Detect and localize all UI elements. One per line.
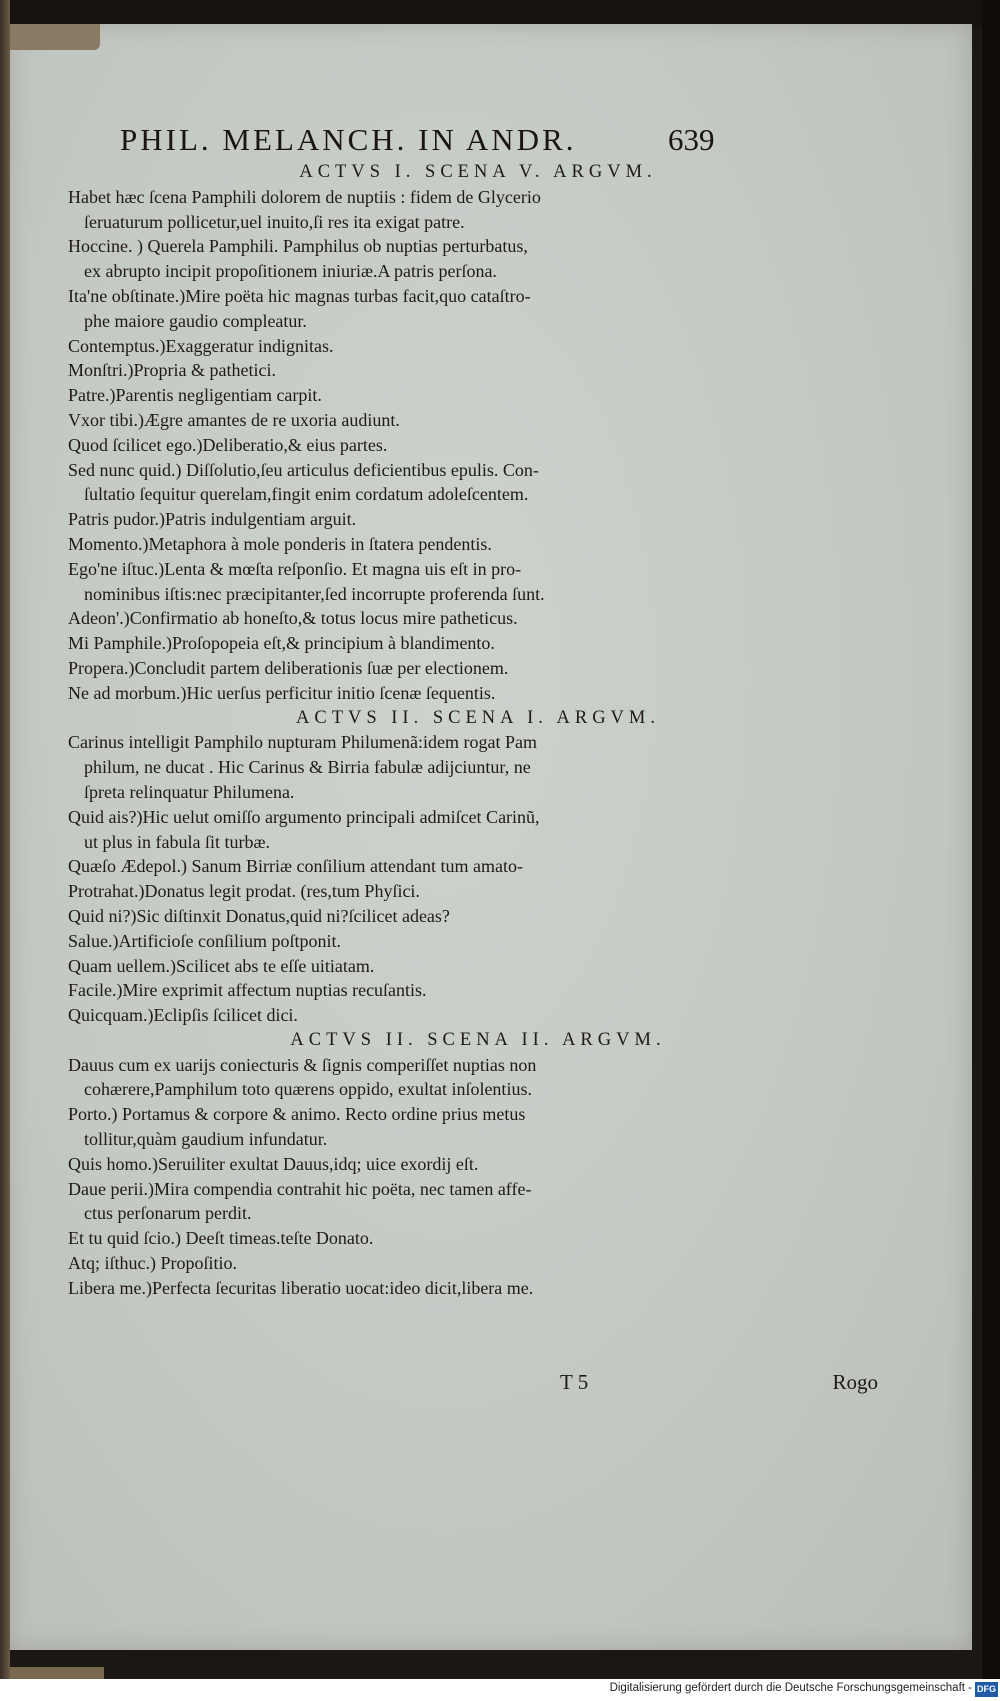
text-line: Quis homo.)Seruiliter exultat Dauus,idq; uice exordij eſt. (68, 1153, 479, 1174)
text-line: Adeon'.)Confirmatio ab honeſto,& totus locus mire patheticus. (68, 608, 518, 629)
text-line: tollitur,quàm gaudium infundatur. (84, 1129, 328, 1150)
text-line: Ego'ne iſtuc.)Lenta & mœſta reſponſio. Et magna uis eſt in pro- (68, 558, 522, 579)
text-line: Quid ni?)Sic diſtinxit Donatus,quid ni?ſcilicet adeas? (68, 905, 450, 926)
text-line: Sed nunc quid.) Diſſolutio,ſeu articulus deficientibus epulis. Con- (68, 459, 539, 480)
text-line: Ita'ne obſtinate.)Mire poëta hic magnas turbas facit,quo cataſtro- (68, 285, 531, 306)
section-heading: ACTVS II. SCENA II. ARGVM. (290, 1029, 666, 1050)
text-line: ctus perſonarum perdit. (84, 1203, 252, 1224)
text-line: Hoccine. ) Querela Pamphili. Pamphilus ob nuptias perturbatus, (68, 236, 528, 257)
dfg-logo: DFG (975, 1682, 998, 1697)
page-corner-tab (8, 24, 100, 50)
text-line: Mi Pamphile.)Proſopopeia eſt,& principium à blandimento. (68, 633, 495, 654)
commentary-entry (68, 383, 888, 408)
commentary-entry (68, 507, 888, 532)
text-line: cohærere,Pamphilum toto quærens oppido, exultat inſolentius. (84, 1079, 532, 1100)
scan-right-edge (982, 0, 1000, 1701)
text-line: Protrahat.)Donatus legit prodat. (res,tum Phyſici. (68, 881, 420, 902)
commentary-entry (68, 978, 888, 1003)
commentary-entry (68, 532, 888, 557)
commentary-entry (68, 656, 888, 681)
text-line: ſultatio ſequitur querelam,fingit enim cordatum adoleſcentem. (84, 484, 529, 505)
text-line: Momento.)Metaphora à mole ponderis in ſtatera pendentis. (68, 533, 492, 554)
text-line: Carinus intelligit Pamphilo nupturam Philumenã:idem rogat Pam (68, 732, 537, 753)
section-heading: ACTVS II. SCENA I. ARGVM. (296, 707, 660, 728)
text-line: ſeruaturum pollicetur,uel inuito,ſi res ita exigat patre. (84, 211, 465, 232)
commentary-entry (68, 1152, 888, 1177)
text-line: Quam uellem.)Scilicet abs te eſſe uitiatam. (68, 955, 375, 976)
commentary-entry (68, 358, 888, 383)
commentary-entry (68, 1102, 888, 1152)
commentary-entry (68, 458, 888, 508)
commentary-entry (68, 606, 888, 631)
commentary-entry (68, 408, 888, 433)
commentary-text (68, 160, 888, 1301)
commentary-entry (68, 879, 888, 904)
text-line: Propera.)Concludit partem deliberationis ſuæ per electionem. (68, 657, 509, 678)
text-line: phe maiore gaudio compleatur. (84, 310, 307, 331)
commentary-entry (68, 904, 888, 929)
commentary-entry (68, 954, 888, 979)
text-line: Contemptus.)Exaggeratur indignitas. (68, 335, 334, 356)
commentary-entry (68, 1251, 888, 1276)
commentary-entry (68, 234, 888, 284)
text-line: ut plus in fabula ſit turbæ. (84, 831, 270, 852)
text-line: Porto.) Portamus & corpore & animo. Recto ordine prius metus (68, 1104, 526, 1125)
section-heading: ACTVS I. SCENA V. ARGVM. (299, 162, 657, 182)
text-line: Patris pudor.)Patris indulgentiam arguit. (68, 509, 357, 530)
text-line: Habet hæc ſcena Pamphili dolorem de nuptiis : fidem de Glycerio (68, 186, 541, 207)
commentary-entry (68, 1053, 888, 1103)
commentary-entry (68, 681, 888, 706)
commentary-entry (68, 284, 888, 334)
running-head: PHIL. MELANCH. IN ANDR. (120, 122, 577, 157)
catchword: Rogo (832, 1370, 878, 1394)
page-number: 639 (668, 122, 715, 157)
text-line: ſpreta relinquatur Philumena. (84, 781, 295, 802)
text-line: Vxor tibi.)Ægre amantes de re uxoria audiunt. (68, 409, 400, 430)
text-line: Daue perii.)Mira compendia contrahit hic poëta, nec tamen affe- (68, 1178, 532, 1199)
text-line: Et tu quid ſcio.) Deeſt timeas.teſte Donato. (68, 1228, 374, 1249)
text-line: Quicquam.)Eclipſis ſcilicet dici. (68, 1005, 298, 1026)
footer-bar (0, 1679, 1000, 1701)
commentary-entry (68, 929, 888, 954)
catchword-line (560, 1370, 878, 1395)
commentary-entry (68, 1276, 888, 1301)
text-line: Ne ad morbum.)Hic uerſus perficitur initio ſcenæ ſequentis. (68, 682, 496, 703)
text-line: Patre.)Parentis negligentiam carpit. (68, 385, 322, 406)
commentary-entry (68, 334, 888, 359)
text-line: Quid ais?)Hic uelut omiſſo argumento principali admiſcet Carinũ, (68, 806, 540, 827)
commentary-entry (68, 185, 888, 235)
commentary-entry (68, 557, 888, 607)
text-line: Atq; iſthuc.) Propoſitio. (68, 1253, 237, 1274)
commentary-entry (68, 433, 888, 458)
scan-top-edge (0, 0, 1000, 26)
commentary-entry (68, 1177, 888, 1227)
text-line: Dauus cum ex uarijs coniecturis & ſignis comperiſſet nuptias non (68, 1054, 537, 1075)
text-line: Libera me.)Perfecta ſecuritas liberatio uocat:ideo dicit,libera me. (68, 1277, 534, 1298)
text-line: Salue.)Artificioſe conſilium poſtponit. (68, 930, 341, 951)
commentary-entry (68, 730, 888, 804)
text-line: Quæſo Ædepol.) Sanum Birriæ conſilium attendant tum amato- (68, 856, 523, 877)
text-line: Facile.)Mire exprimit affectum nuptias recuſantis. (68, 980, 427, 1001)
text-line: Quod ſcilicet ego.)Deliberatio,& eius partes. (68, 434, 388, 455)
commentary-entry (68, 1226, 888, 1251)
signature-mark: T 5 (560, 1370, 589, 1394)
commentary-entry (68, 1003, 888, 1028)
text-line: philum, ne ducat . Hic Carinus & Birria fabulæ adijciuntur, ne (84, 757, 531, 778)
text-line: Monſtri.)Propria & pathetici. (68, 360, 276, 381)
commentary-entry (68, 631, 888, 656)
text-line: ex abrupto incipit propoſitionem iniuriæ.A patris perſona. (84, 261, 497, 282)
text-line: nominibus iſtis:nec præcipitanter,ſed incorrupte proferenda ſunt. (84, 583, 545, 604)
funding-credit: Digitalisierung gefördert durch die Deutsche Forschungsgemeinschaft - (609, 1682, 972, 1694)
commentary-entry (68, 805, 888, 855)
commentary-entry (68, 854, 888, 879)
book-binding-edge (0, 0, 10, 1701)
